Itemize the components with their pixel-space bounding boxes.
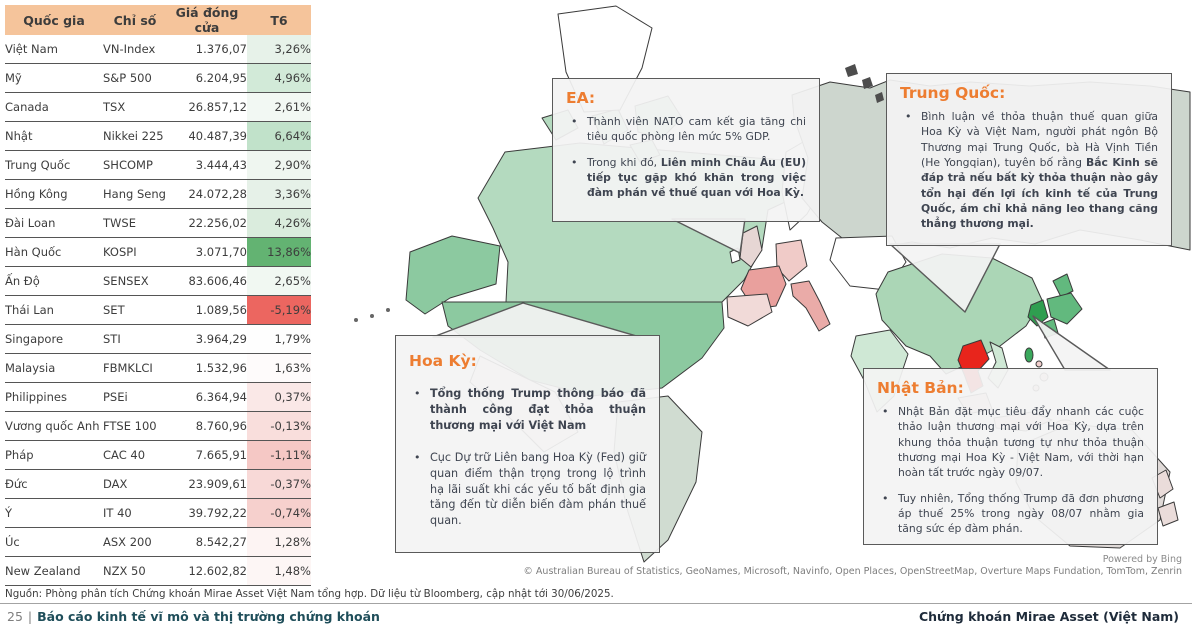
table-row [5,412,311,441]
cell-index: PSEi [103,383,167,412]
cell-country: Ấn Độ [5,267,103,296]
aleutian-islands [370,314,374,318]
cell-country: Pháp [5,441,103,470]
table-row [5,151,311,180]
cell-index: ASX 200 [103,528,167,557]
cell-t6-change: 1,63% [247,354,311,383]
cell-index: SHCOMP [103,151,167,180]
cell-t6-change: 2,61% [247,93,311,122]
table-row [5,325,311,354]
cell-close: 39.792,22 [167,499,247,528]
callout-japan [863,368,1158,545]
cell-close: 40.487,39 [167,122,247,151]
table-row [5,528,311,557]
col-header-index: Chỉ số [103,5,167,35]
cell-close: 26.857,12 [167,93,247,122]
cell-close: 8.542,27 [167,528,247,557]
source-note: Nguồn: Phòng phân tích Chứng khoán Mirae Asset Việt Nam tổng hợp. Dữ liệu từ Bloomberg, cập nhật tới 30/06/2025. [5,588,614,600]
callout-japan-bullet-2: • Tuy nhiên, Tổng thống Trump đã đơn phương áp thuế 25% trong ngày 08/07 nhằm gia tăng sức ép đàm phán. [877,491,1144,537]
callout-ea [552,78,820,222]
col-header-country: Quốc gia [5,5,103,35]
cell-country: New Zealand [5,557,103,586]
cell-t6-change: -5,19% [247,296,311,325]
cell-close: 6.364,94 [167,383,247,412]
cell-close: 1.376,07 [195,42,247,56]
index-table-header [5,5,311,35]
footer-separator: | [27,609,33,624]
table-row [5,122,311,151]
cell-index: Hang Seng [103,180,167,209]
cell-close: 83.606,46 [167,267,247,296]
cell-country: Nhật [5,122,103,151]
cell-country: Đài Loan [5,209,103,238]
cell-country: Việt Nam [5,42,58,56]
callout-tail-japan [1033,316,1110,370]
cell-close: 3.444,43 [167,151,247,180]
cell-t6-change: 4,96% [247,64,311,93]
callout-usa-title: Hoa Kỳ: [409,352,477,370]
table-row [5,180,311,209]
table-row [5,64,311,93]
table-row [5,267,311,296]
table-row [5,470,311,499]
aleutian-islands [354,318,358,322]
callout-china-bullet-1: • Bình luận về thỏa thuận thuế quan giữa Hoa Kỳ và Việt Nam, người phát ngôn Bộ Thương mại Trung Quốc, bà Hà Vịnh Tiền (He Yongqian), tuyên bố rằng Bắc Kinh sẽ đáp trả nếu bất kỳ thỏa thuận nào gây tổn hại đến lợi ích kinh tế của Trung Quốc, ám chỉ khả năng leo thang căng thẳng thương mại. [900,109,1158,232]
cell-country: Singapore [5,325,103,354]
cell-close: 3.071,70 [167,238,247,267]
callout-usa-bullet-1: • Tổng thống Trump thông báo đã thành công đạt thỏa thuận thương mại với Việt Nam [409,386,646,434]
cell-country: Đức [5,470,103,499]
cell-index: FBMKLCI [103,354,167,383]
callout-japan-title: Nhật Bản: [877,379,964,397]
header-row [5,5,311,35]
cell-index: Nikkei 225 [103,122,167,151]
cell-t6-change: 2,65% [247,267,311,296]
cell-t6-change: 6,64% [247,122,311,151]
country-italy [791,281,830,331]
country-spain [727,294,772,326]
table-row [5,383,311,412]
footer-left [7,609,380,624]
table-row [5,296,311,325]
cell-close: 12.602,82 [167,557,247,586]
cell-close: 6.204,95 [167,64,247,93]
cell-t6-change: -0,13% [247,412,311,441]
country-taiwan [1025,348,1033,362]
cell-t6-change: 13,86% [247,238,311,267]
footer-bar [0,606,1192,629]
callout-ea-title: EA: [566,89,596,107]
cell-t6-change: 3,26% [247,35,311,64]
cell-t6-change: -1,11% [247,441,311,470]
company-name: Chứng khoán Mirae Asset (Việt Nam) [918,609,1179,624]
cell-index: CAC 40 [103,441,167,470]
cell-index: VN-Index [103,42,156,56]
cell-close: 7.665,91 [167,441,247,470]
cell-country: Canada [5,93,103,122]
callout-usa [395,335,660,553]
cell-t6-change: 4,26% [247,209,311,238]
cell-index: SET [103,296,167,325]
cell-index: TSX [103,93,167,122]
cell-close: 1.089,56 [167,296,247,325]
cell-index: TWSE [103,209,167,238]
cell-t6-change: 1,79% [247,325,311,354]
cell-close: 22.256,02 [167,209,247,238]
cell-t6-change: 0,37% [247,383,311,412]
cell-t6-change: 1,48% [247,557,311,586]
cell-index: NZX 50 [103,557,167,586]
col-header-t6: T6 [247,5,311,35]
index-table-body [5,35,311,586]
cell-close: 8.760,96 [167,412,247,441]
report-title: Báo cáo kinh tế vĩ mô và thị trường chứng khoán [37,609,380,624]
page-number: 25 [7,609,23,624]
cell-index: STI [103,325,167,354]
cell-t6-change: -0,37% [247,470,311,499]
cell-index: IT 40 [103,499,167,528]
callout-china-title: Trung Quốc: [900,84,1006,102]
table-row [5,93,311,122]
cell-country: Hồng Kông [5,180,103,209]
cell-index: S&P 500 [103,64,167,93]
col-header-close: Giá đóng cửa [167,5,247,35]
table-row [5,354,311,383]
cell-t6-change: 1,28% [247,528,311,557]
cell-close: 24.072,28 [167,180,247,209]
cell-country: Trung Quốc [5,151,103,180]
cell-t6-change: -0,74% [247,499,311,528]
callout-ea-bullet-2: • Trong khi đó, Liên minh Châu Âu (EU) tiếp tục gặp khó khăn trong việc đàm phán về thuế quan với Hoa Kỳ. [566,155,806,201]
index-table [5,5,311,586]
cell-country: Mỹ [5,64,103,93]
table-row [5,499,311,528]
cell-close: 1.532,96 [167,354,247,383]
table-row [5,557,311,586]
table-row [5,209,311,238]
cell-t6-change: 3,36% [247,180,311,209]
cell-country: Úc [5,528,103,557]
callout-japan-bullet-1: • Nhật Bản đặt mục tiêu đẩy nhanh các cuộc thảo luận thương mại với Hoa Kỳ, dựa trên khung thỏa thuận tương tự như thỏa thuận thương mại Hoa Kỳ - Việt Nam, với thời hạn hoàn tất trước ngày 09/07. [877,404,1144,481]
callout-ea-bullet-1: • Thành viên NATO cam kết gia tăng chi tiêu quốc phòng lên mức 5% GDP. [566,114,806,145]
cell-close: 3.964,29 [167,325,247,354]
cell-country: Ý [5,499,103,528]
cell-index: DAX [103,470,167,499]
table-row [5,238,311,267]
cell-index: FTSE 100 [103,412,167,441]
map-attribution: © Australian Bureau of Statistics, GeoNames, Microsoft, Navinfo, Open Places, OpenStreetMap, Overture Maps Fundation, TomTom, Zenrin [523,566,1182,577]
cell-country: Hàn Quốc [5,238,103,267]
table-row [5,35,311,64]
cell-index: KOSPI [103,238,167,267]
country-philippines [1036,361,1042,367]
footer-divider [0,603,1192,604]
cell-close: 23.909,61 [167,470,247,499]
table-row [5,441,311,470]
aleutian-islands [386,308,390,312]
powered-by-bing-label: Powered by Bing [1102,554,1182,565]
cell-t6-change: 2,90% [247,151,311,180]
cell-country: Thái Lan [5,296,103,325]
callout-china [886,73,1172,246]
cell-index: SENSEX [103,267,167,296]
cell-country: Philippines [5,383,103,412]
callout-usa-bullet-2: • Cục Dự trữ Liên bang Hoa Kỳ (Fed) giữ quan điểm thận trọng trong lộ trình hạ lãi suất khi các yếu tố bất định gia tăng đến từ diễn biến đàm phán thuế quan. [409,450,646,530]
cell-country: Malaysia [5,354,103,383]
cell-country: Vương quốc Anh [5,412,103,441]
